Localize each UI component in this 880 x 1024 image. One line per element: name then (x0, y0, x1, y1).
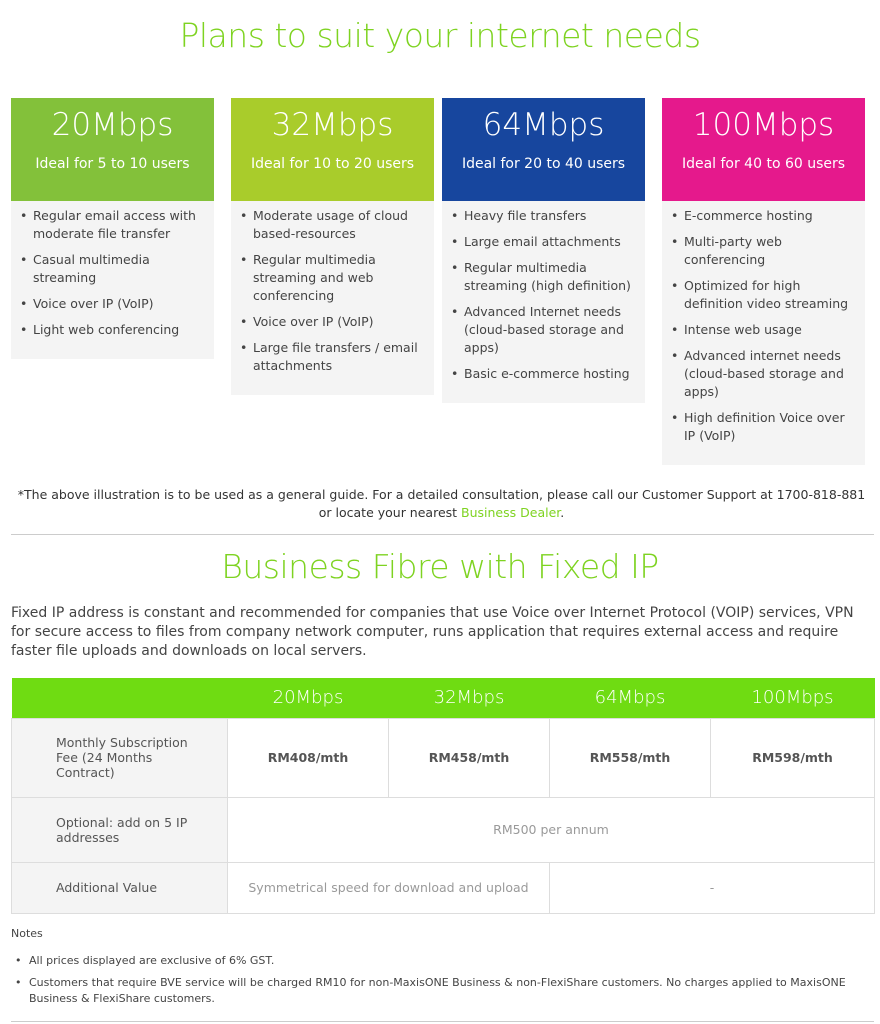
table-header-20mbps: 20Mbps (228, 678, 389, 718)
plan-feature: • Basic e-commerce hosting (450, 365, 637, 383)
plan-feature: • Advanced Internet needs (cloud-based storage and apps) (450, 303, 637, 357)
plan-speed: 64Mbps (482, 107, 605, 143)
price-cell: RM458/mth (389, 718, 550, 797)
plan-feature: • Moderate usage of cloud based-resources (239, 207, 426, 243)
table-row (12, 862, 875, 913)
plan-card-64mbps (442, 98, 645, 403)
table-header-100mbps: 100Mbps (711, 678, 875, 718)
plan-feature: • Regular multimedia streaming (high definition) (450, 259, 637, 295)
plan-card-100mbps (662, 98, 865, 465)
row-label-monthly-fee: Monthly Subscription Fee (24 Months Contract) (12, 718, 228, 797)
price-cell: RM558/mth (550, 718, 711, 797)
plan-card-32mbps (231, 98, 434, 395)
plans-grid (11, 98, 869, 460)
plan-feature: • Advanced internet needs (cloud-based storage and apps) (670, 347, 857, 401)
table-row (12, 797, 875, 862)
ip-addon-price: RM500 per annum (228, 797, 875, 862)
plan-users: Ideal for 40 to 60 users (681, 156, 846, 172)
plan-feature: • E-commerce hosting (670, 207, 857, 225)
table-header-empty (12, 678, 228, 718)
plan-header (11, 98, 214, 201)
plan-users: Ideal for 20 to 40 users (461, 156, 626, 172)
plans-title: Plans to suit your internet needs (179, 16, 701, 55)
section-divider (11, 534, 874, 535)
plan-users: Ideal for 10 to 20 users (250, 156, 415, 172)
plan-features (442, 201, 645, 403)
notes-list (11, 953, 871, 1013)
fixed-ip-intro: Fixed IP address is constant and recommended for companies that use Voice over Internet Protocol (VOIP) services, VPN for secure access to files from company network computer, runs application that requires external access and require faster file uploads and downloads on local servers. (11, 605, 854, 659)
note-item: • Customers that require BVE service will be charged RM10 for non-MaxisONE Business & non-FlexiShare customers. No charges applied to MaxisONE Business & FlexiShare customers. (11, 975, 871, 1007)
row-label-additional-value: Additional Value (12, 862, 228, 913)
plan-features (231, 201, 434, 395)
note-item: • All prices displayed are exclusive of 6% GST. (11, 953, 871, 969)
plan-speed: 32Mbps (271, 107, 394, 143)
plan-feature: • Optimized for high definition video streaming (670, 277, 857, 313)
plan-header (662, 98, 865, 201)
price-cell: RM408/mth (228, 718, 389, 797)
table-row (12, 718, 875, 797)
table-header-64mbps: 64Mbps (550, 678, 711, 718)
plan-card-20mbps (11, 98, 214, 359)
plan-feature: • Casual multimedia streaming (19, 251, 206, 287)
plan-feature: • Multi-party web conferencing (670, 233, 857, 269)
plan-feature: • Regular multimedia streaming and web conferencing (239, 251, 426, 305)
row-label-ip-addon: Optional: add on 5 IP addresses (12, 797, 228, 862)
plan-feature: • Large file transfers / email attachments (239, 339, 426, 375)
disclaimer-end: . (560, 505, 565, 520)
plan-feature: • Voice over IP (VoIP) (239, 313, 426, 331)
bottom-divider (11, 1021, 874, 1022)
plan-features (662, 201, 865, 465)
plan-users: Ideal for 5 to 10 users (35, 156, 190, 172)
plan-header (231, 98, 434, 201)
plan-feature: • Large email attachments (450, 233, 637, 251)
disclaimer-text: *The above illustration is to be used as a general guide. For a detailed consultation, please call our Customer Support at 1700-818-881 or locate your nearest (17, 487, 866, 520)
plan-feature: • High definition Voice over IP (VoIP) (670, 409, 857, 445)
price-cell: RM598/mth (711, 718, 875, 797)
fixed-ip-title: Business Fibre with Fixed IP (221, 547, 659, 586)
plan-speed: 100Mbps (692, 107, 835, 143)
additional-value-empty: - (550, 862, 875, 913)
notes-label: Notes (11, 927, 43, 940)
business-dealer-link[interactable]: Business Dealer (461, 505, 561, 520)
plan-feature: • Intense web usage (670, 321, 857, 339)
plan-feature: • Heavy file transfers (450, 207, 637, 225)
plan-header (442, 98, 645, 201)
plan-speed: 20Mbps (51, 107, 174, 143)
table-header-32mbps: 32Mbps (389, 678, 550, 718)
plan-feature: • Light web conferencing (19, 321, 206, 339)
fixed-ip-price-table (11, 678, 875, 914)
additional-value-cell: Symmetrical speed for download and upload (228, 862, 550, 913)
plan-features (11, 201, 214, 359)
plan-feature: • Regular email access with moderate file transfer (19, 207, 206, 243)
table-header-row (12, 678, 875, 718)
plan-feature: • Voice over IP (VoIP) (19, 295, 206, 313)
plans-disclaimer (14, 486, 869, 522)
